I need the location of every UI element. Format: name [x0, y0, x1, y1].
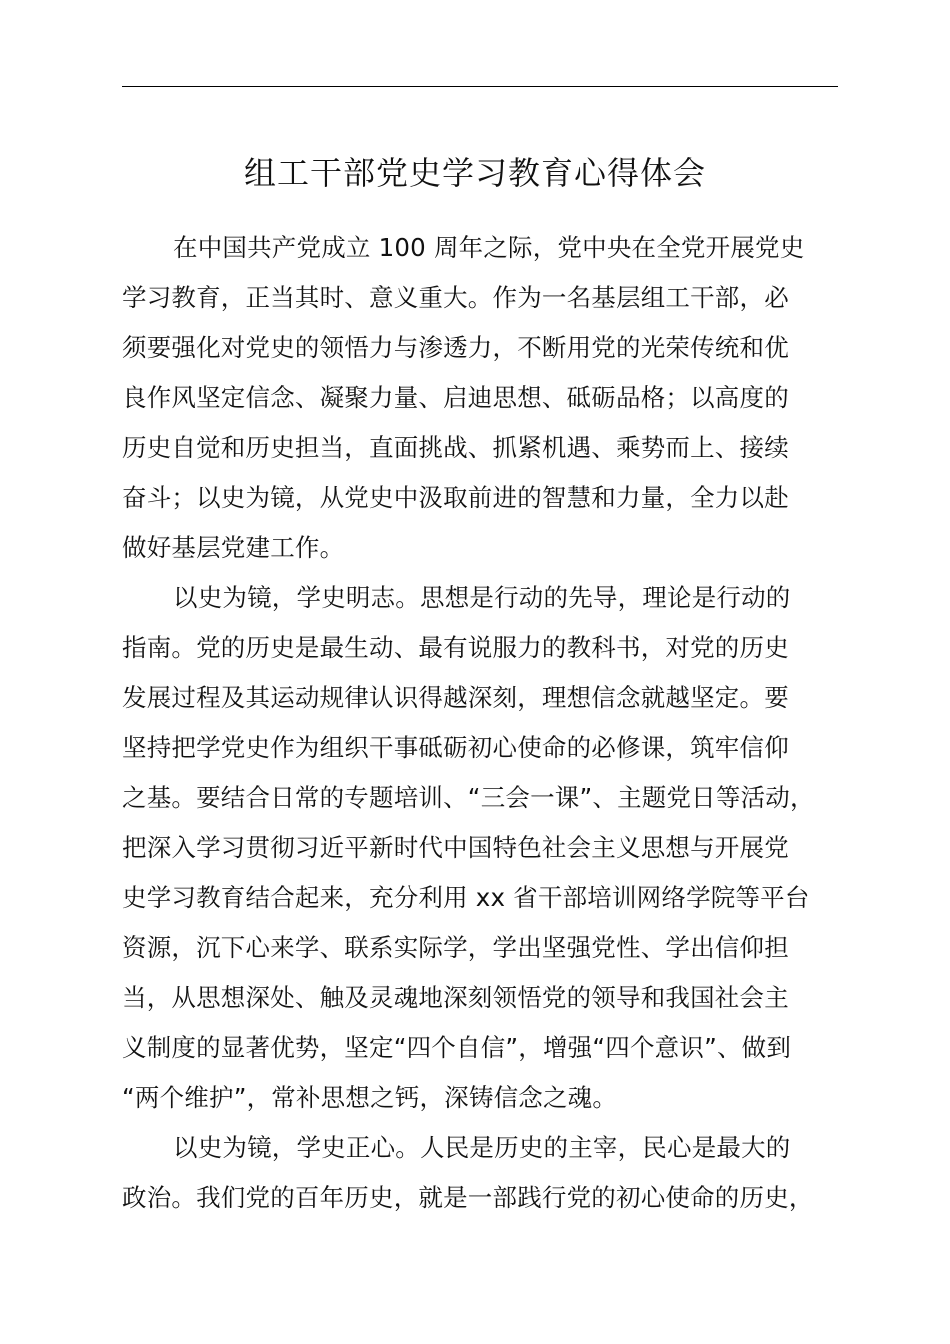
paragraph-1-line-4: 良作风坚定信念、凝聚力量、启迪思想、砥砺品格；以高度的 — [122, 383, 789, 412]
paragraph-3-line-2: 政治。我们党的百年历史，就是一部践行党的初心使命的历史， — [122, 1183, 814, 1212]
paragraph-1-line-1: 在中国共产党成立 100 周年之际，党中央在全党开展党史 — [173, 233, 805, 262]
paragraph-2-line-4: 坚持把学党史作为组织干事砥砺初心使命的必修课，筑牢信仰 — [122, 733, 789, 762]
paragraph-2-line-9: 当，从思想深处、触及灵魂地深刻领悟党的领导和我国社会主 — [122, 983, 789, 1012]
header-rule — [122, 86, 838, 87]
paragraph-1-line-3: 须要强化对党史的领悟力与渗透力，不断用党的光荣传统和优 — [122, 333, 789, 362]
paragraph-2-line-1: 以史为镜，学史明志。思想是行动的先导，理论是行动的 — [173, 583, 791, 612]
paragraph-2-line-3: 发展过程及其运动规律认识得越深刻，理想信念就越坚定。要 — [122, 683, 789, 712]
document-title: 组工干部党史学习教育心得体会 — [243, 154, 706, 192]
paragraph-3-line-1: 以史为镜，学史正心。人民是历史的主宰，民心是最大的 — [173, 1133, 791, 1162]
paragraph-1-line-7: 做好基层党建工作。 — [122, 533, 345, 562]
paragraph-2-line-6: 把深入学习贯彻习近平新时代中国特色社会主义思想与开展党 — [122, 833, 789, 862]
paragraph-2-line-5: 之基。要结合日常的专题培训、“三会一课”、主题党日等活动， — [122, 783, 815, 812]
document-body — [122, 223, 838, 1223]
paragraph-2-line-7: 史学习教育结合起来，充分利用 xx 省干部培训网络学院等平台 — [122, 883, 810, 912]
paragraph-2-line-11: “两个维护”，常补思想之钙，深铸信念之魂。 — [122, 1083, 618, 1112]
paragraph-1-line-5: 历史自觉和历史担当，直面挑战、抓紧机遇、乘势而上、接续 — [122, 433, 789, 462]
paragraph-2-line-8: 资源，沉下心来学、联系实际学，学出坚强党性、学出信仰担 — [122, 933, 789, 962]
paragraph-2-line-10: 义制度的显著优势，坚定“四个自信”，增强“四个意识”、做到 — [122, 1033, 792, 1062]
paragraph-2-line-2: 指南。党的历史是最生动、最有说服力的教科书，对党的历史 — [122, 633, 789, 662]
paragraph-1-line-2: 学习教育，正当其时、意义重大。作为一名基层组工干部，必 — [122, 283, 789, 312]
paragraph-1-line-6: 奋斗；以史为镜，从党史中汲取前进的智慧和力量，全力以赴 — [122, 483, 789, 512]
